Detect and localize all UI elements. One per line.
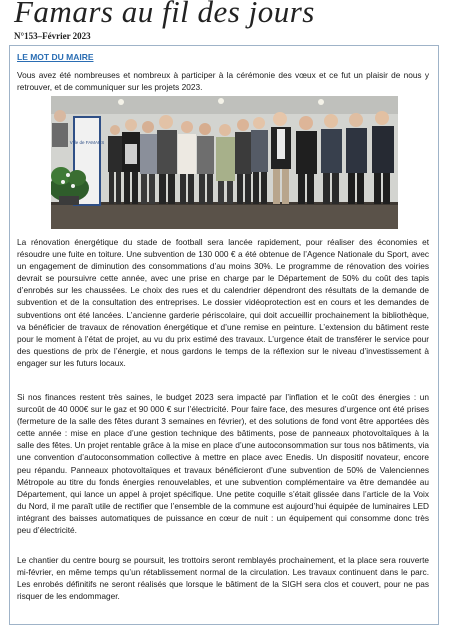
banner-text: Ville de FAMARS — [69, 140, 105, 145]
person — [52, 110, 68, 147]
section-title: LE MOT DU MAIRE — [17, 52, 94, 62]
issue-number: N°153–Février 2023 — [14, 31, 91, 41]
town-center-paragraph: Le chantier du centre bourg se poursuit, les trottoirs seront remblayés prochainement, et la place sera rouverte mi-février, en même temps qu’un rétablissement normal de la circulation. Les travaux continuent dans le parc. Les enrobés définitifs ne seront réalisés que lorsque le bâtiment de la SIGH sera clos et couvert, pour ne pas risquer de les endommager. — [17, 555, 429, 602]
finances-paragraph: Si nos finances restent très saines, le budget 2023 sera impacté par l’inflation et le coût des énergies : un surcoût de 40 000€ sur le gaz et 90 000 € sur l’électricité. Pour faire face, des mesures d’urgence ont été prises (fermeture de la salle des fêtes durant 3 semaines en février), et des solutions de fond vont être apportées dès cette année : mise en place d’une gestion technique des bâtiments, pose de panneaux photovoltaïques à la salle des fêtes. Un projet rentable grâce à la mise en place d’une autoconsommation sur tous nos bâtiments, via une convention d’autoconsommation collective à mettre en place avec Enedis. Un dispositif novateur, encore peu répandu. Panneaux photovoltaïques et travaux bénéficieront d’une subvention de 50% de Valenciennes Métropole au titre du fonds énergies renouvelables, et une subvention complémentaire va être demandée au Département, qui lance un appel à projet spécifique. Une petite coquille s’était glissée dans l’article de la Voix du Nord, il me paraît utile de rectifier que l’ensemble de la commune est aujourd’hui équipée de luminaires LED intégrant des baisses automatiques de puissance en cœur de nuit : un équipement qui consomme donc très peu d’électricité. — [17, 392, 429, 536]
intro-paragraph: Vous avez été nombreuses et nombreux à participer à la cérémonie des vœux et ce fut un plaisir de nous y retrouver, et de communiquer sur les projets 2023. — [17, 70, 429, 93]
newsletter-title: Famars au fil des jours — [14, 0, 315, 29]
renovation-paragraph: La rénovation énergétique du stade de football sera lancée rapidement, pour réaliser des économies et résoudre une fuite en toiture. Une subvention de 130 000 € a été obtenue de l’Agence Nationale du Sport, avec un engagement de diminution des consommations d’au moins 30%. Le programme de rénovation des voiries devrait se poursuivre cette année, avec une prise en charge par le Département de 50% du coût des tapis d’enrobés sur les chaussées. Le choix des rues et du calendrier dépendront des résultats de la demande de subvention et de la consultation des entreprises. Le dossier vidéoprotection est en cours et les demandes de subventions ont été lancées. L’ancienne garderie périscolaire, qui doit accueillir prochainement la bibliothèque, va bénéficier de travaux de rénovation énergétique et d’une remise en peinture. L’extension du bâtiment reste pour le moment à l’état de projet, au vu du prix estimé des travaux. L’urgence était de transférer le service pour des questions de prix de l’énergie, et nous gardons le temps de la réflexion sur le niveau d’investissement à engager sur les futurs locaux. — [17, 237, 429, 368]
ceremony-photo — [51, 96, 398, 229]
